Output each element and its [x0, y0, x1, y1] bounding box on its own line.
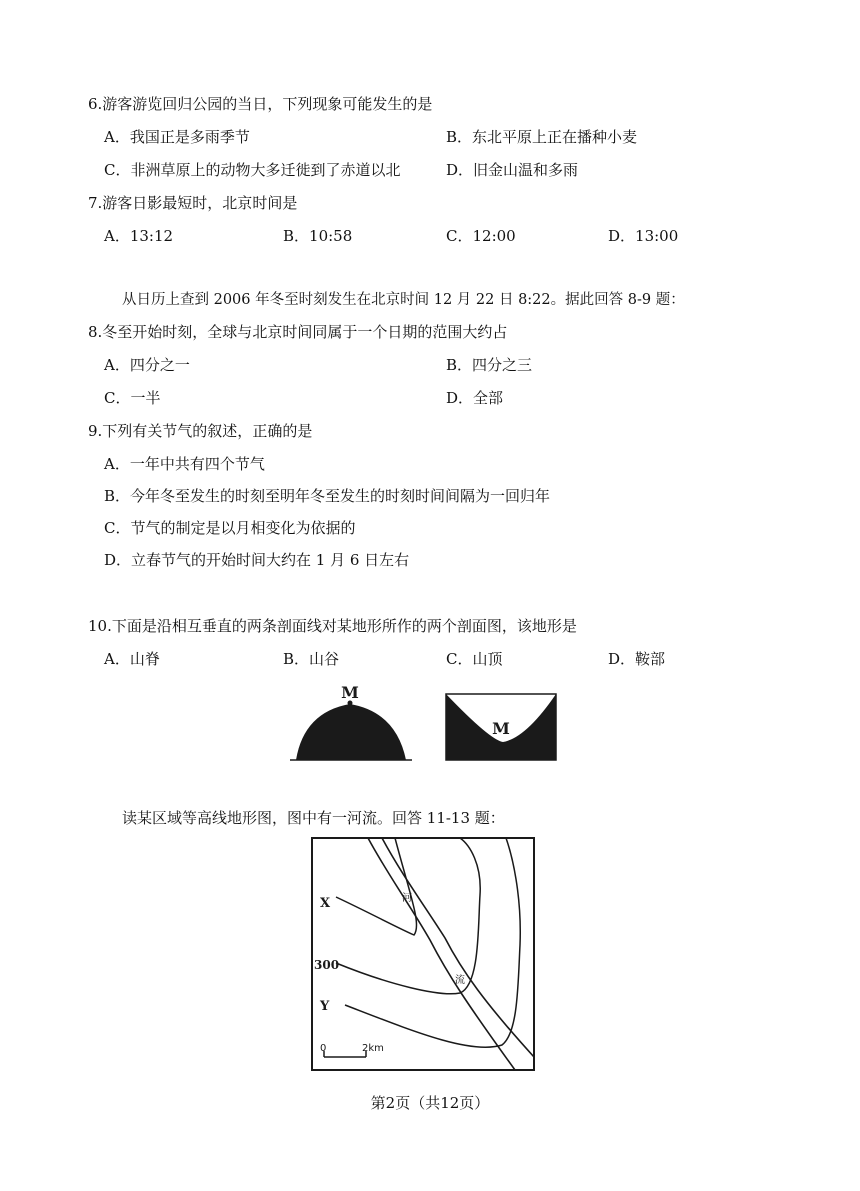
- q6-option-b: B．东北平原上正在播种小麦: [446, 128, 638, 146]
- q6-stem: 6.游客游览回归公园的当日，下列现象可能发生的是: [88, 95, 433, 113]
- profile-diagrams: [290, 682, 570, 764]
- q9-option-d: D．立春节气的开始时间大约在 1 月 6 日左右: [104, 551, 410, 569]
- q8-option-c: C．一半: [104, 389, 161, 407]
- scale-zero-label: 0: [320, 1043, 327, 1054]
- q6-option-c: C．非洲草原上的动物大多迁徙到了赤道以北: [104, 161, 401, 179]
- q10-option-d: D．鞍部: [608, 650, 666, 668]
- intro-8-9: 从日历上查到 2006 年冬至时刻发生在北京时间 12 月 22 日 8:22。据此回答 8-9 题：: [122, 292, 685, 308]
- q6-option-d: D．旧金山温和多雨: [446, 161, 579, 179]
- intro-11-13: 读某区域等高线地形图，图中有一河流。回答 11-13 题：: [122, 809, 505, 827]
- q10-option-b: B．山谷: [283, 650, 340, 668]
- contour-label-x: X: [320, 896, 331, 911]
- q9-option-a: A．一年中共有四个节气: [104, 455, 265, 473]
- river-label-char-1: 河: [402, 893, 412, 904]
- q7-stem: 7.游客日影最短时，北京时间是: [88, 194, 298, 212]
- page-footer: 第2页（共12页）: [370, 1094, 490, 1112]
- scale-km-label: 2km: [362, 1043, 384, 1054]
- q9-option-c: C．节气的制定是以月相变化为依据的: [104, 519, 356, 537]
- q10-option-c: C．山顶: [446, 650, 503, 668]
- contour-label-300: 300: [314, 958, 340, 972]
- ridge-profile: [290, 683, 412, 760]
- q8-option-a: A．四分之一: [104, 356, 190, 374]
- valley-profile: [446, 694, 556, 760]
- q8-option-d: D．全部: [446, 389, 504, 407]
- contour-map: [300, 835, 540, 1075]
- q8-stem: 8.冬至开始时刻，全球与北京时间同属于一个日期的范围大约占: [88, 323, 508, 341]
- q10-option-a: A．山脊: [104, 650, 160, 668]
- ridge-peak-label: M: [341, 683, 359, 702]
- q7-option-b: B．10:58: [283, 227, 353, 245]
- q9-stem: 9.下列有关节气的叙述，正确的是: [88, 422, 313, 440]
- river-label-char-2: 流: [455, 975, 465, 986]
- q10-stem: 10.下面是沿相互垂直的两条剖面线对某地形所作的两个剖面图，该地形是: [88, 617, 577, 635]
- q7-option-c: C．12:00: [446, 227, 516, 245]
- valley-point-label: M: [492, 719, 510, 738]
- q7-option-d: D．13:00: [608, 227, 679, 245]
- q8-option-b: B．四分之三: [446, 356, 533, 374]
- q7-option-a: A．13:12: [104, 227, 174, 245]
- q6-option-a: A．我国正是多雨季节: [104, 128, 250, 146]
- q9-option-b: B．今年冬至发生的时刻至明年冬至发生的时刻时间间隔为一回归年: [104, 487, 551, 505]
- map-frame: [312, 838, 534, 1070]
- contour-label-y: Y: [320, 999, 330, 1014]
